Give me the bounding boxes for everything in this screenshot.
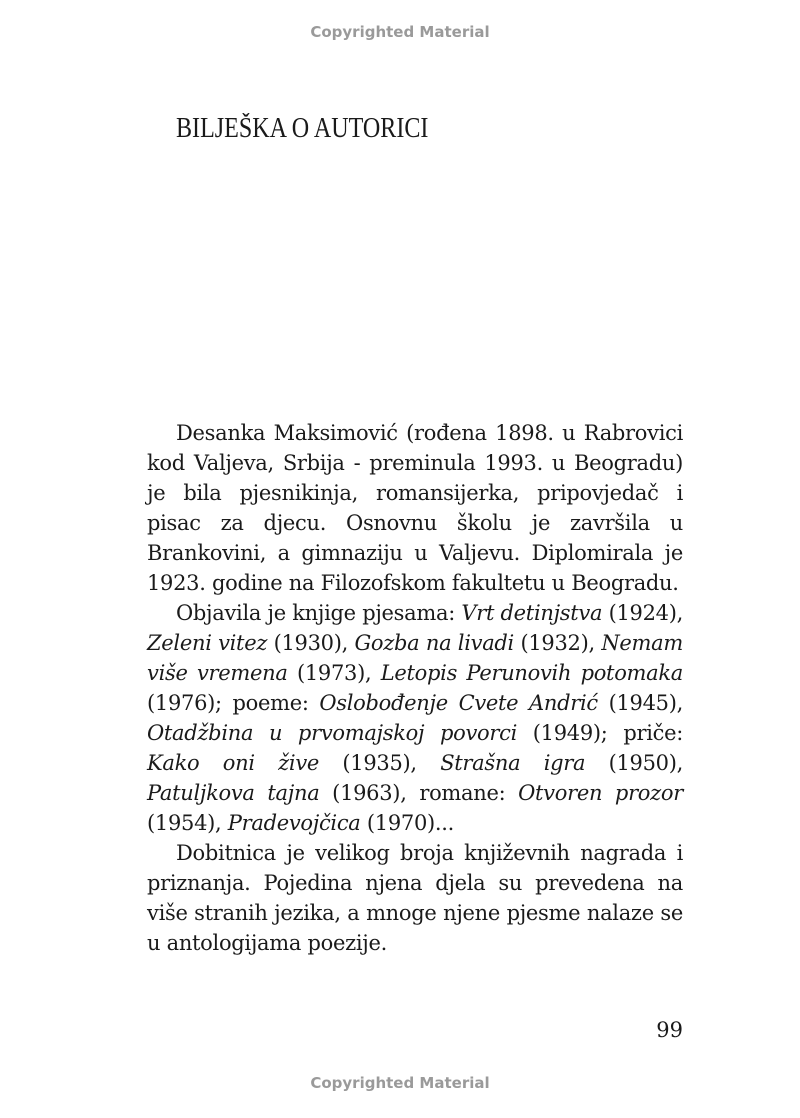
title-italic: Otvoren prozor	[518, 781, 683, 805]
text-segment: (1935),	[319, 751, 441, 775]
text-segment: (1924),	[602, 601, 684, 625]
title-italic: Oslobođenje Cvete Andrić	[319, 691, 598, 715]
text-segment: (1973),	[287, 661, 381, 685]
watermark-top: Copyrighted Material	[310, 23, 490, 41]
text-segment: (1963), romane:	[319, 781, 519, 805]
paragraph	[147, 418, 683, 598]
text-segment: Desanka Maksimović (rođena 1898. u Rabrovici kod Valjeva, Srbija - preminula 1993. u Beogradu) je bila pjesnikinja, romansijerka, pripovjedač i pisac za djecu. Osnovnu školu je završila u Brankovini, a gimnaziju u Valjevu. Diplomirala je 1923. godine na Filozofskom fakultetu u Beogradu.	[147, 421, 683, 595]
text-segment: (1932),	[513, 631, 602, 655]
text-segment: Objavila je knjige pjesama:	[176, 601, 462, 625]
title-italic: Kako oni žive	[147, 751, 320, 775]
text-segment: (1945),	[597, 691, 683, 715]
title-italic: Otadžbina u prvomajskoj povorci	[147, 721, 517, 745]
text-segment: (1954),	[147, 811, 228, 835]
title-italic: Letopis Perunovih potomaka	[380, 661, 684, 685]
text-segment: Dobitnica je velikog broja književnih nagrada i priznanja. Pojedina njena djela su prevedena na više stranih jezika, a mnoge njene pjesme nalaze se u antologijama poezije.	[147, 841, 683, 955]
watermark-bottom: Copyrighted Material	[310, 1074, 490, 1092]
body-text	[147, 418, 683, 958]
text-segment: (1930),	[267, 631, 355, 655]
title-italic: Pradevojčica	[227, 811, 361, 835]
text-segment: (1950),	[585, 751, 684, 775]
page-number: 99	[656, 1018, 683, 1042]
paragraph	[147, 838, 683, 958]
title-italic: Vrt detinjstva	[461, 601, 603, 625]
text-segment: (1949); priče:	[517, 721, 683, 745]
paragraph	[147, 598, 683, 838]
text-segment: (1976); poeme:	[147, 691, 320, 715]
title-italic: Nemam više vremena	[147, 631, 683, 685]
page-title: BILJEŠKA O AUTORICI	[176, 113, 429, 144]
title-italic: Gozba na livadi	[354, 631, 514, 655]
title-italic: Patuljkova tajna	[147, 781, 320, 805]
text-segment: (1970)...	[360, 811, 455, 835]
title-italic: Zeleni vitez	[147, 631, 268, 655]
title-italic: Strašna igra	[440, 751, 586, 775]
